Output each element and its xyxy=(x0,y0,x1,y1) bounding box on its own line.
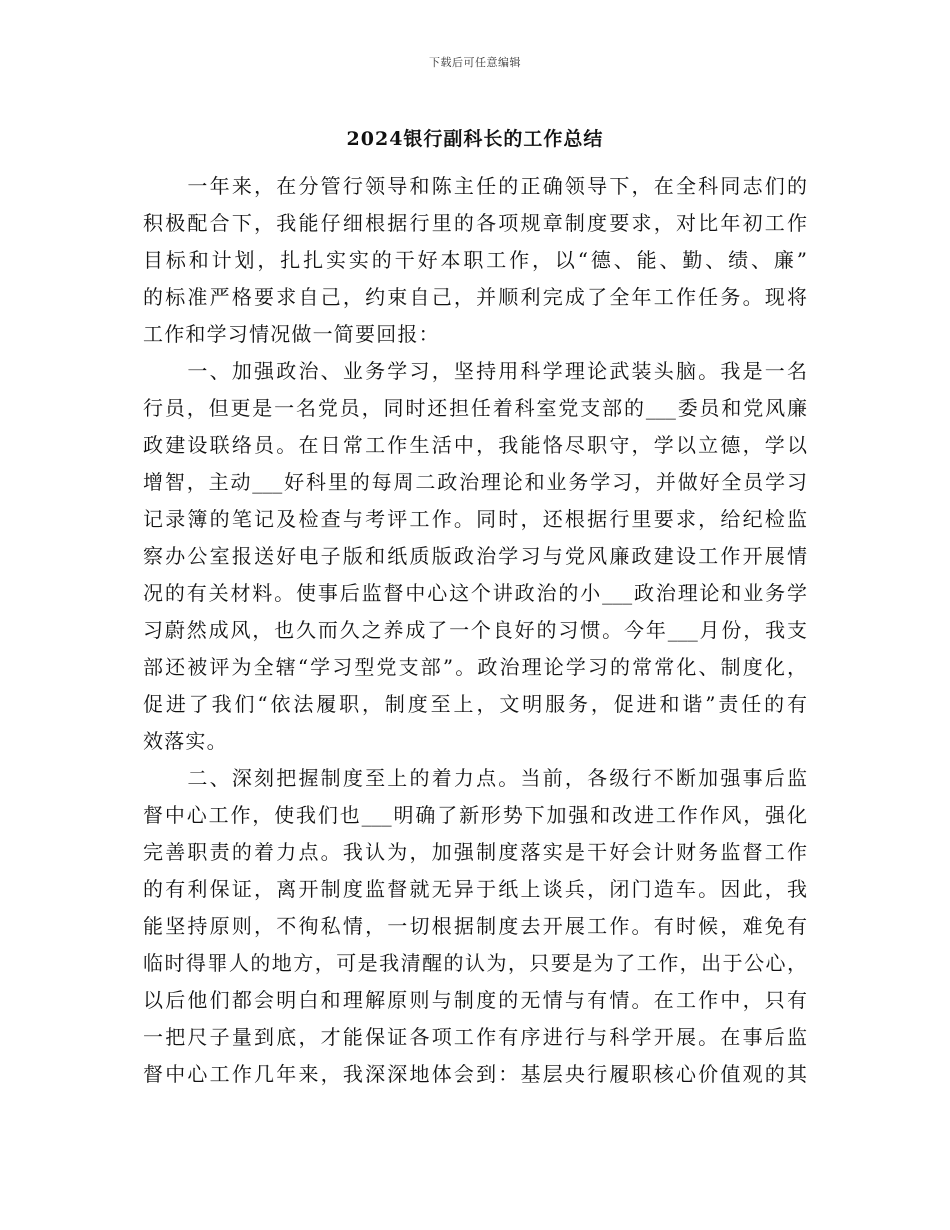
body-text-line: 完善职责的着力点。我认为，加强制度落实是干好会计财务监督工作 xyxy=(143,840,807,864)
body-text-line: 察办公室报送好电子版和纸质版政治学习与党风廉政建设工作开展情 xyxy=(143,544,807,568)
body-text-line: 临时得罪人的地方，可是我清醒的认为，只要是为了工作，出于公心， xyxy=(143,951,807,975)
body-text-line: 记录簿的笔记及检查与考评工作。同时，还根据行里要求，给纪检监 xyxy=(143,507,807,531)
body-text-line: 行员，但更是一名党员，同时还担任着科室党支部的___委员和党风廉 xyxy=(143,396,807,420)
body-text-line: 工作和学习情况做一简要回报： xyxy=(143,322,440,346)
body-text-line: 一年来，在分管行领导和陈主任的正确领导下，在全科同志们的 xyxy=(143,174,807,198)
body-text-line: 积极配合下，我能仔细根据行里的各项规章制度要求，对比年初工作 xyxy=(143,211,807,235)
page-header-note: 下载后可任意编辑 xyxy=(429,56,521,69)
body-text-line: 督中心工作几年来，我深深地体会到：基层央行履职核心价值观的其 xyxy=(143,1062,807,1086)
body-text-line: 效落实。 xyxy=(143,729,228,753)
body-text-line: 督中心工作，使我们也___明确了新形势下加强和改进工作作风，强化 xyxy=(143,803,807,827)
body-text-line: 况的有关材料。使事后监督中心这个讲政治的小___政治理论和业务学 xyxy=(143,581,807,605)
body-text-line: 以后他们都会明白和理解原则与制度的无情与有情。在工作中，只有 xyxy=(143,988,807,1012)
body-text-line: 习蔚然成风，也久而久之养成了一个良好的习惯。今年___月份，我支 xyxy=(143,618,807,642)
body-text-line: 目标和计划，扎扎实实的干好本职工作，以“德、能、勤、绩、廉” xyxy=(143,248,807,272)
document-title: 2024银行副科长的工作总结 xyxy=(346,128,604,150)
body-text-line: 的标准严格要求自己，约束自己，并顺利完成了全年工作任务。现将 xyxy=(143,285,807,309)
body-text-line: 增智，主动___好科里的每周二政治理论和业务学习，并做好全员学习 xyxy=(143,470,807,494)
body-text-line: 促进了我们“依法履职，制度至上，文明服务，促进和谐”责任的有 xyxy=(143,692,807,716)
body-text-line: 政建设联络员。在日常工作生活中，我能恪尽职守，学以立德，学以 xyxy=(143,433,807,457)
document-body xyxy=(143,168,807,1093)
body-text-line: 一把尺子量到底，才能保证各项工作有序进行与科学开展。在事后监 xyxy=(143,1025,807,1049)
body-text-line: 部还被评为全辖“学习型党支部”。政治理论学习的常常化、制度化， xyxy=(143,655,807,679)
body-text-line: 能坚持原则，不徇私情，一切根据制度去开展工作。有时候，难免有 xyxy=(143,914,807,938)
body-text-line: 一、加强政治、业务学习，坚持用科学理论武装头脑。我是一名 xyxy=(143,359,807,383)
body-text-line: 的有利保证，离开制度监督就无异于纸上谈兵，闭门造车。因此，我 xyxy=(143,877,807,901)
body-text-line: 二、深刻把握制度至上的着力点。当前，各级行不断加强事后监 xyxy=(143,766,807,790)
